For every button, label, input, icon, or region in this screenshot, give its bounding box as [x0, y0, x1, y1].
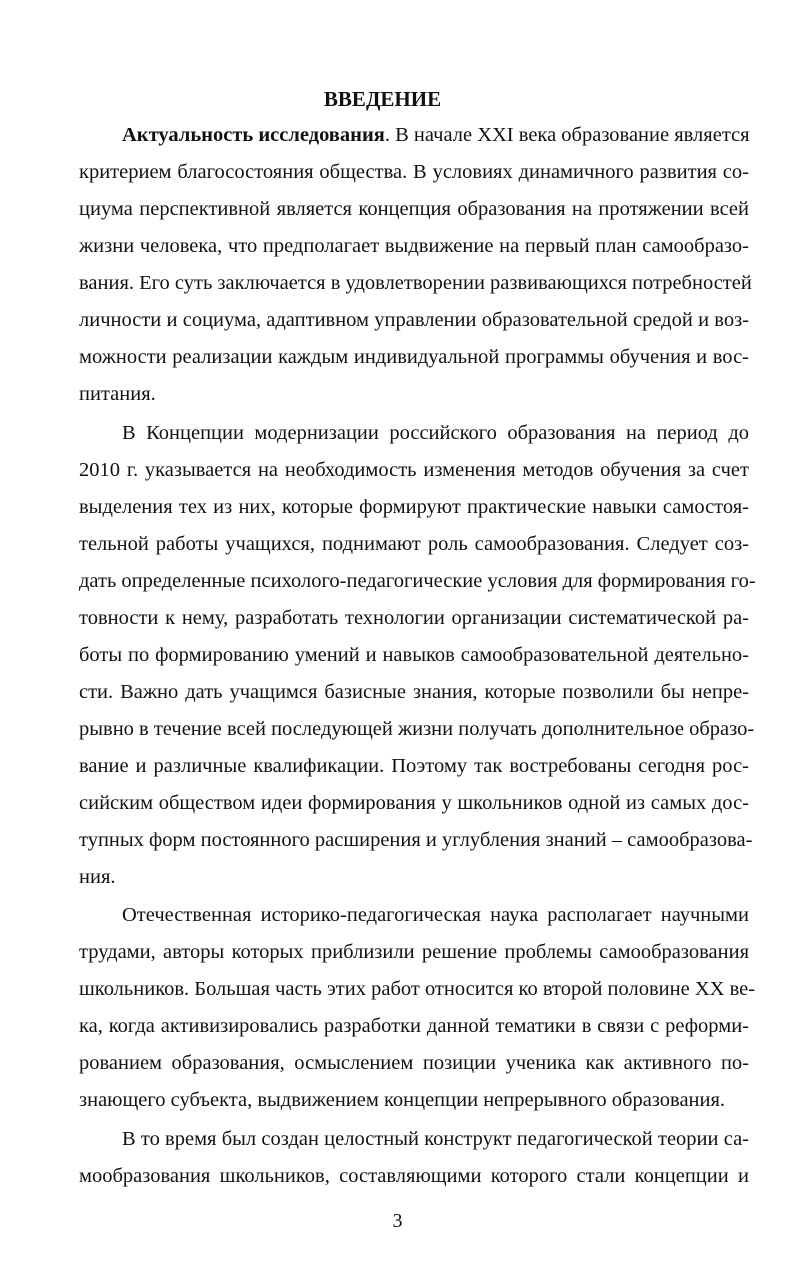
paragraph-2-line-6: товности к нему, разработать технологии организации систематической ра-: [79, 607, 749, 629]
paragraph-1-line-6: личности и социума, адаптивном управлении образовательной средой и воз-: [79, 309, 749, 331]
paragraph-1-line-5: вания. Его суть заключается в удовлетворении развивающихся потребностей: [79, 272, 752, 294]
paragraph-2-line-5: дать определенные психолого-педагогические условия для формирования го-: [79, 570, 756, 592]
paragraph-4-line-2: мообразования школьников, составляющими которого стали концепции и: [79, 1165, 749, 1187]
paragraph-2-line-11: сийским обществом идеи формирования у школьников одной из самых дос-: [79, 792, 749, 814]
page-number: 3: [392, 1210, 403, 1232]
paragraph-3-line-6: знающего субъекта, выдвижением концепции непрерывного образования.: [79, 1089, 726, 1111]
paragraph-3-line-1: Отечественная историко-педагогическая наука располагает научными: [122, 904, 749, 926]
paragraph-2-line-9: рывно в течение всей последующей жизни получать дополнительное образо-: [79, 718, 755, 740]
paragraph-4-line-1: В то время был создан целостный конструкт педагогической теории са-: [122, 1128, 749, 1150]
paragraph-3-line-5: рованием образования, осмыслением позиции ученика как активного по-: [79, 1052, 749, 1074]
paragraph-lead-term: Актуальность исследования: [122, 124, 385, 146]
paragraph-2-line-8: сти. Важно дать учащимся базисные знания, которые позволили бы непре-: [79, 681, 749, 703]
paragraph-1-line-7: можности реализации каждым индивидуальной программы обучения и вос-: [79, 346, 749, 368]
paragraph-2-line-12: тупных форм постоянного расширения и углубления знаний – самообразова-: [79, 829, 753, 851]
paragraph-3-line-3: школьников. Большая часть этих работ относится ко второй половине XX ве-: [79, 978, 756, 1000]
paragraph-2-line-4: тельной работы учащихся, поднимают роль самообразования. Следует соз-: [79, 533, 749, 555]
paragraph-3-line-4: ка, когда активизировались разработки данной тематики в связи с реформи-: [79, 1015, 749, 1037]
paragraph-1-line-2: критерием благосостояния общества. В условиях динамичного развития со-: [79, 161, 749, 183]
paragraph-1-line-1-text: . В начале XXI века образование является: [384, 124, 750, 146]
paragraph-1-line-8: питания.: [79, 383, 156, 405]
paragraph-1-line-4: жизни человека, что предполагает выдвижение на первый план самообразо-: [79, 235, 749, 257]
paragraph-2-line-13: ния.: [79, 866, 116, 888]
paragraph-2-line-10: вание и различные квалификации. Поэтому так востребованы сегодня рос-: [79, 755, 749, 777]
paragraph-2-line-3: выделения тех из них, которые формируют практические навыки самостоя-: [79, 496, 749, 518]
section-title: ВВЕДЕНИЕ: [323, 87, 442, 111]
paragraph-1-line-3: циума перспективной является концепция образования на протяжении всей: [79, 198, 749, 220]
paragraph-1-line-1: [122, 120, 749, 150]
paragraph-2-line-1: В Концепции модернизации российского образования на период до: [122, 422, 749, 444]
paragraph-3-line-2: трудами, авторы которых приблизили решение проблемы самообразования: [79, 941, 749, 963]
paragraph-2-line-7: боты по формированию умений и навыков самообразовательной деятельно-: [79, 644, 749, 666]
paragraph-2-line-2: 2010 г. указывается на необходимость изменения методов обучения за счет: [79, 459, 749, 481]
